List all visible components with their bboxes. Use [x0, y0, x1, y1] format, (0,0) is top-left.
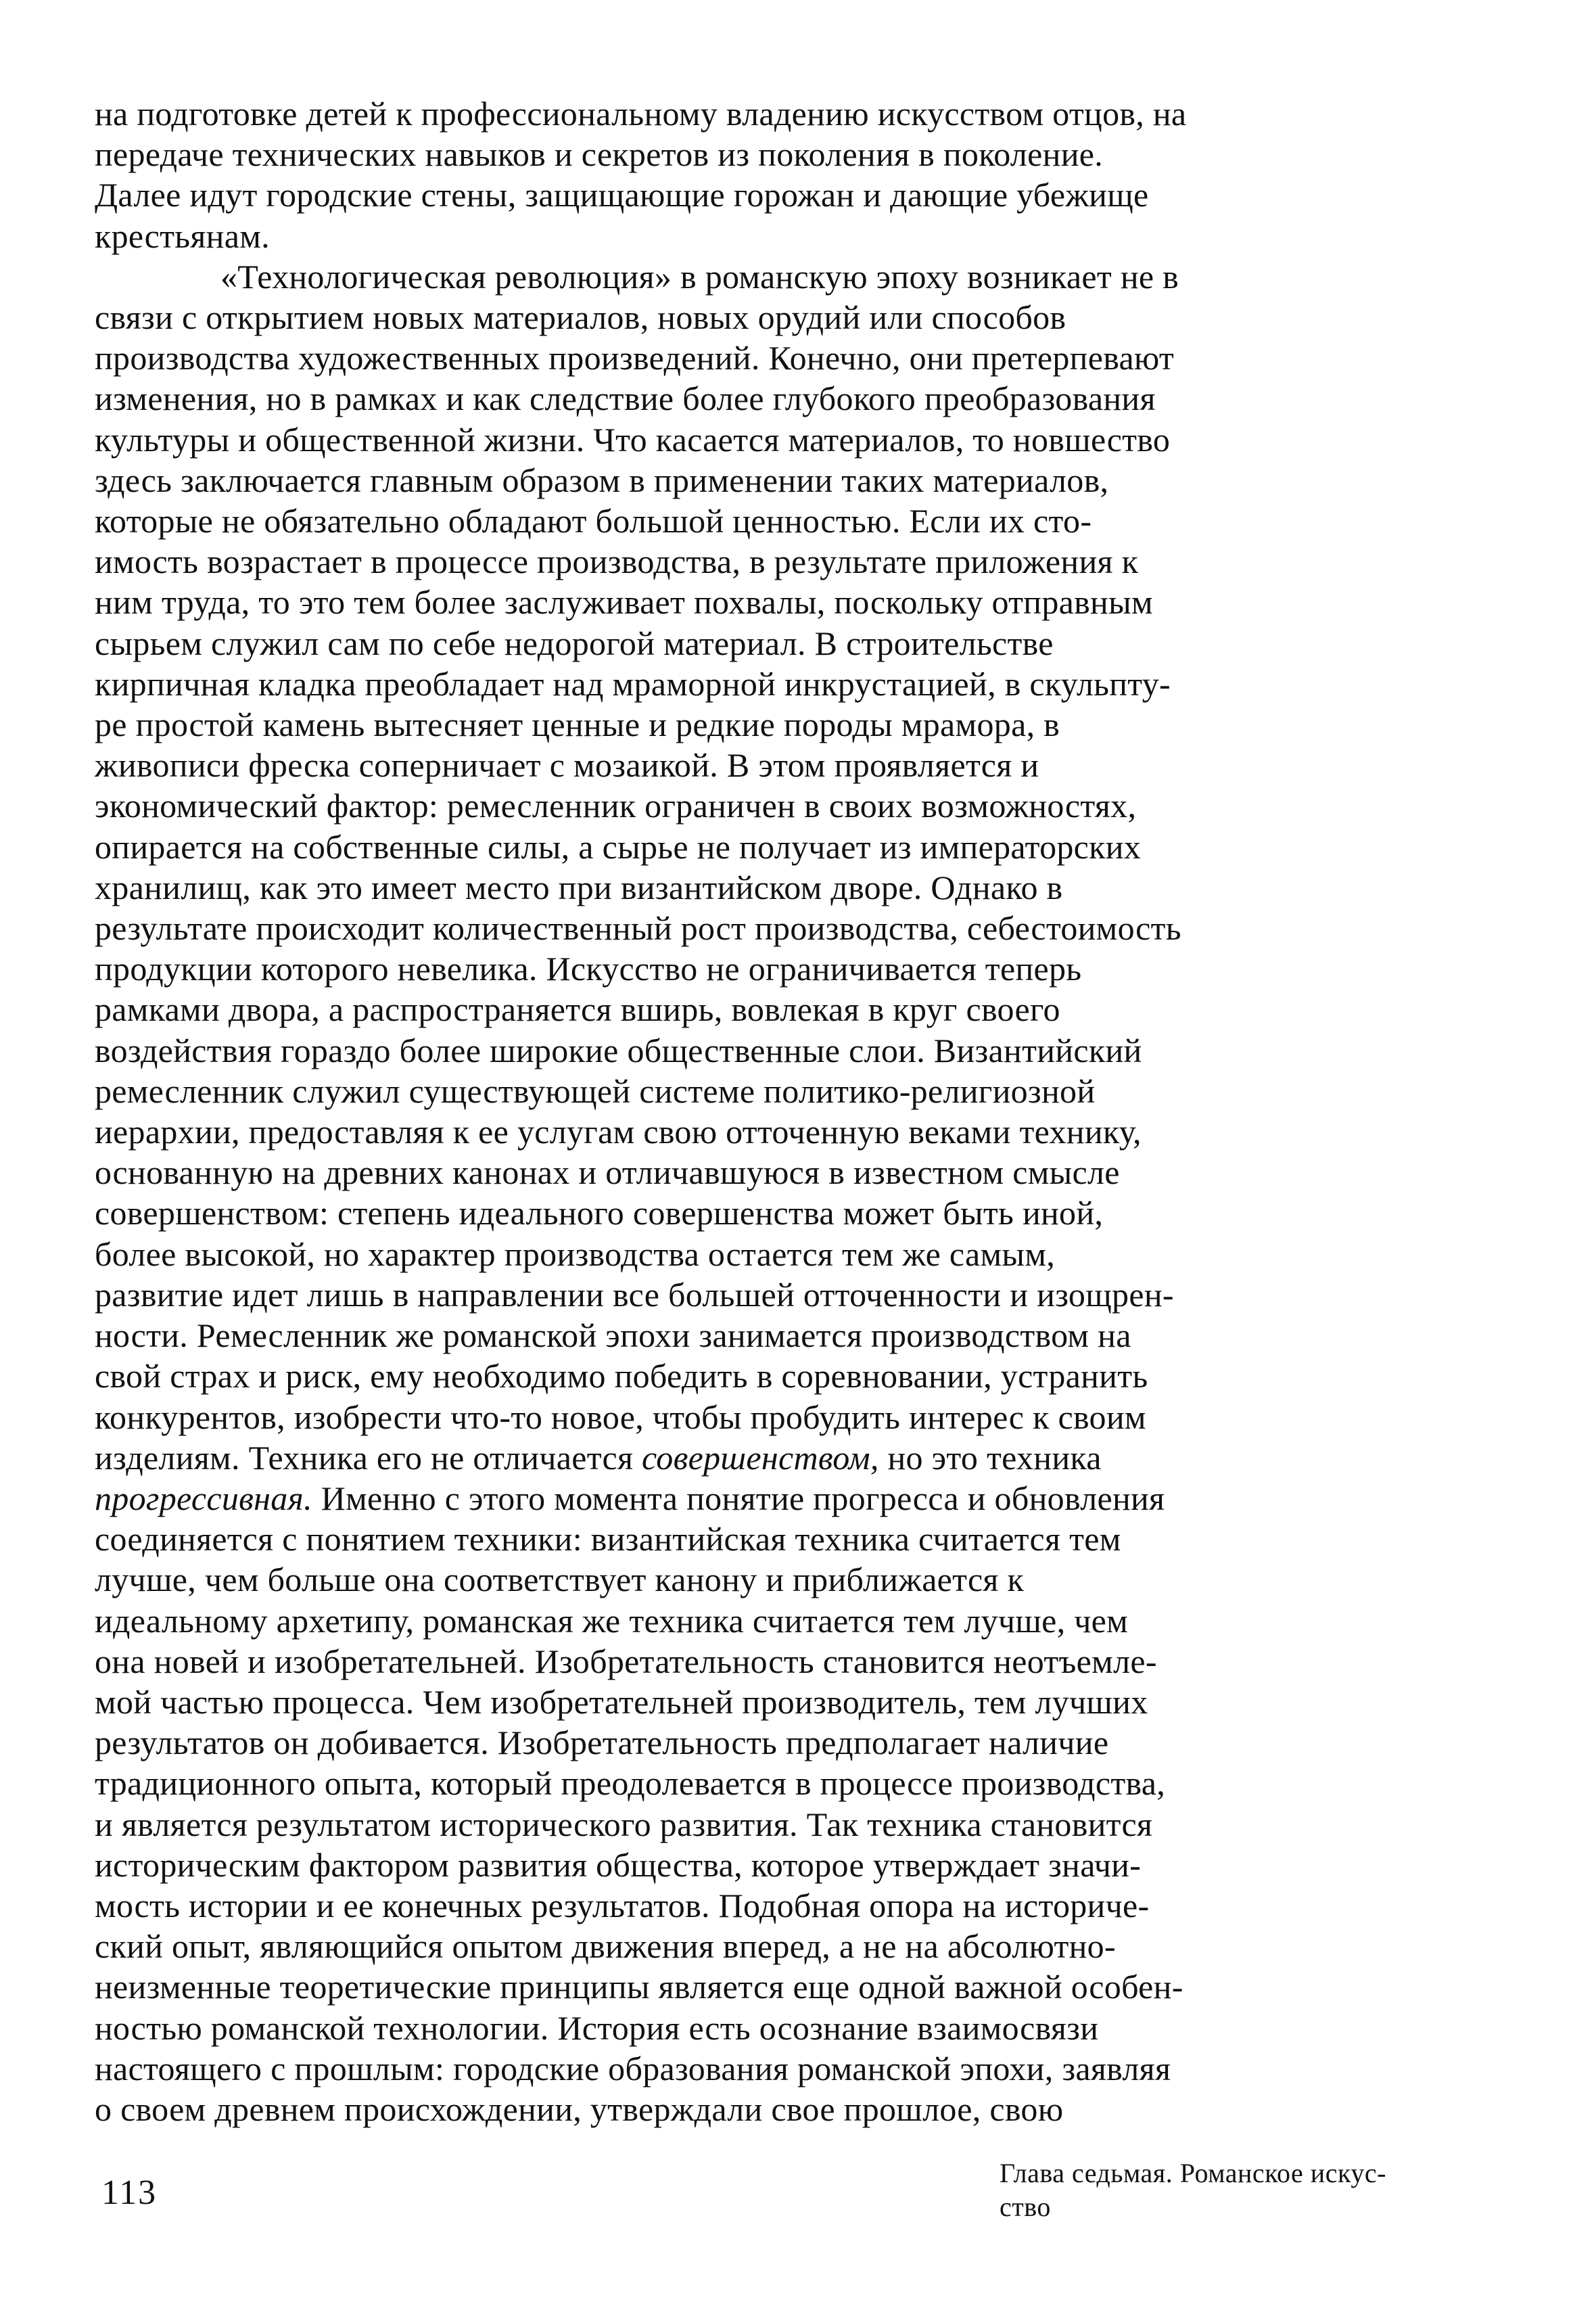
text-line: [95, 1071, 1461, 1111]
text-segment: совершенством: степень идеального совершенства может быть иной,: [95, 1194, 1104, 1232]
text-segment: идеальному архетипу, романская же техника считается тем лучше, чем: [95, 1601, 1129, 1640]
text-line: [95, 1315, 1461, 1356]
text-segment: изделиям. Техника его не отличается: [95, 1438, 642, 1477]
italic-text: прогрессивная.: [95, 1479, 312, 1517]
text-segment: рамками двора, а распространяется вширь, вовлекая в круг своего: [95, 990, 1060, 1029]
text-segment: сырьем служил сам по себе недорогой материал. В строительстве: [95, 624, 1054, 662]
text-line: [95, 1966, 1461, 2007]
text-line: [95, 1559, 1461, 1600]
text-line: [95, 297, 1461, 338]
text-line: [95, 1926, 1461, 1966]
text-line: [95, 948, 1461, 989]
text-segment: ре простой камень вытесняет ценные и редкие породы мрамора, в: [95, 706, 1060, 744]
text-segment: иерархии, предоставляя к ее услугам свою отточенную веками технику,: [95, 1113, 1142, 1151]
text-line: [95, 1356, 1461, 1396]
text-segment: опирается на собственные силы, а сырье не получает из императорских: [95, 827, 1142, 866]
text-segment: она новей и изобретательней. Изобретательность становится неотъемле-: [95, 1642, 1157, 1680]
text-segment: связи с открытием новых материалов, новых орудий или способов: [95, 298, 1066, 337]
text-line: [95, 1152, 1461, 1193]
text-segment: культуры и общественной жизни. Что касается материалов, то новшество: [95, 420, 1171, 459]
text-segment: здесь заключается главным образом в применении таких материалов,: [95, 461, 1109, 499]
text-segment: мой частью процесса. Чем изобретательней производитель, тем лучших: [95, 1682, 1148, 1721]
text-line: [95, 908, 1461, 948]
text-segment: развитие идет лишь в направлении все большей отточенности и изощрен-: [95, 1275, 1174, 1314]
text-line: [95, 93, 1461, 134]
text-segment: имость возрастает в процессе производства, в результате приложения к: [95, 543, 1139, 581]
text-line: [95, 460, 1461, 501]
text-segment: лучше, чем больше она соответствует канону и приближается к: [95, 1561, 1025, 1599]
text-line: [95, 2008, 1461, 2048]
text-segment: передаче технических навыков и секретов из поколения в поколение.: [95, 135, 1104, 174]
text-line: [95, 1193, 1461, 1233]
text-segment: основанную на древних канонах и отличавшуюся в известном смысле: [95, 1153, 1120, 1192]
text-segment: соединяется с понятием техники: византийская техника считается тем: [95, 1520, 1121, 1559]
text-segment: на подготовке детей к профессиональному владению искусством отцов, на: [95, 95, 1187, 133]
text-line: [95, 2048, 1461, 2089]
text-line: [95, 1437, 1461, 1478]
text-segment: кирпичная кладка преобладает над мраморной инкрустацией, в скульпту-: [95, 664, 1171, 703]
text-line: [95, 1274, 1461, 1315]
text-segment: воздействия гораздо более широкие общественные слои. Византийский: [95, 1031, 1142, 1069]
text-line: [95, 501, 1461, 541]
running-title-line-1: Глава седьмая. Романское искус-: [1000, 2158, 1386, 2188]
text-line: [95, 1763, 1461, 1803]
text-segment: о своем древнем происхождении, утверждали свое прошлое, свою: [95, 2090, 1064, 2128]
text-line: [95, 623, 1461, 664]
text-line: [95, 256, 1461, 297]
text-line: [95, 1722, 1461, 1763]
text-line: [95, 1397, 1461, 1437]
text-segment: живописи фреска соперничает с мозаикой. В этом проявляется и: [95, 746, 1039, 785]
text-line: [95, 582, 1461, 622]
text-line: [95, 785, 1461, 826]
text-segment: конкурентов, изобрести что-то новое, чтобы пробудить интерес к своим: [95, 1398, 1146, 1436]
text-segment: экономический фактор: ремесленник ограничен в своих возможностях,: [95, 787, 1137, 825]
text-segment: неизменные теоретические принципы является еще одной важной особен-: [95, 1968, 1183, 2006]
text-segment: свой страх и риск, ему необходимо победить в соревновании, устранить: [95, 1357, 1148, 1395]
text-segment: традиционного опыта, который преодолевается в процессе производства,: [95, 1764, 1166, 1803]
text-line: [95, 827, 1461, 867]
text-line: [95, 1682, 1461, 1722]
text-segment: историческим фактором развития общества, которое утверждает значи-: [95, 1845, 1142, 1884]
text-segment: результатов он добивается. Изобретательность предполагает наличие: [95, 1724, 1109, 1762]
text-segment: производства художественных произведений. Конечно, они претерпевают: [95, 339, 1175, 377]
text-line: [95, 1845, 1461, 1885]
text-line: [95, 541, 1461, 582]
running-title-line-2: ство: [1000, 2192, 1051, 2222]
text-line: [95, 745, 1461, 785]
text-segment: Далее идут городские стены, защищающие горожан и дающие убежище: [95, 176, 1149, 214]
text-line: [95, 419, 1461, 460]
text-segment: которые не обязательно обладают большой ценностью. Если их сто-: [95, 502, 1092, 540]
text-segment: хранилищ, как это имеет место при византийском дворе. Однако в: [95, 868, 1063, 906]
text-segment: и является результатом исторического развития. Так техника становится: [95, 1805, 1153, 1843]
text-line: [95, 216, 1461, 256]
text-line: [95, 664, 1461, 704]
text-line: [95, 1478, 1461, 1519]
text-line: [95, 338, 1461, 378]
text-line: [95, 1804, 1461, 1845]
italic-text: совершенством,: [642, 1438, 879, 1477]
text-segment: ним труда, то это тем более заслуживает похвалы, поскольку отправным: [95, 583, 1153, 622]
text-segment: изменения, но в рамках и как следствие более глубокого преобразования: [95, 379, 1156, 418]
text-segment: но это техника: [878, 1438, 1102, 1477]
text-line: [95, 704, 1461, 745]
text-segment: ностью романской технологии. История есть осознание взаимосвязи: [95, 2008, 1099, 2047]
text-segment: более высокой, но характер производства остается тем же самым,: [95, 1234, 1056, 1273]
text-line: [95, 1234, 1461, 1274]
text-line: [95, 867, 1461, 908]
text-line: [95, 134, 1461, 175]
text-line: [95, 1600, 1461, 1641]
text-line: [95, 989, 1461, 1030]
text-segment: ности. Ремесленник же романской эпохи занимается производством на: [95, 1316, 1131, 1355]
text-segment: «Технологическая революция» в романскую эпоху возникает не в: [220, 257, 1179, 296]
text-segment: мость истории и ее конечных результатов. Подобная опора на историче-: [95, 1886, 1150, 1924]
text-line: [95, 1111, 1461, 1152]
text-line: [95, 1885, 1461, 1926]
running-footer: [1000, 2156, 1513, 2224]
text-segment: продукции которого невелика. Искусство не ограничивается теперь: [95, 950, 1082, 988]
text-segment: Именно с этого момента понятие прогресса и обновления: [312, 1479, 1165, 1517]
text-segment: ский опыт, являющийся опытом движения вперед, а не на абсолютно-: [95, 1927, 1116, 1966]
text-line: [95, 378, 1461, 419]
text-segment: настоящего с прошлым: городские образования романской эпохи, заявляя: [95, 2049, 1171, 2087]
page-number: 113: [101, 2173, 158, 2212]
text-segment: результате происходит количественный рост производства, себестоимость: [95, 909, 1181, 948]
text-segment: крестьянам.: [95, 216, 270, 255]
text-segment: ремесленник служил существующей системе политико-религиозной: [95, 1071, 1096, 1110]
text-line: [95, 1030, 1461, 1071]
text-line: [95, 2089, 1461, 2129]
body-text: [95, 93, 1461, 2129]
text-line: [95, 1641, 1461, 1682]
text-line: [95, 1519, 1461, 1559]
text-line: [95, 175, 1461, 215]
